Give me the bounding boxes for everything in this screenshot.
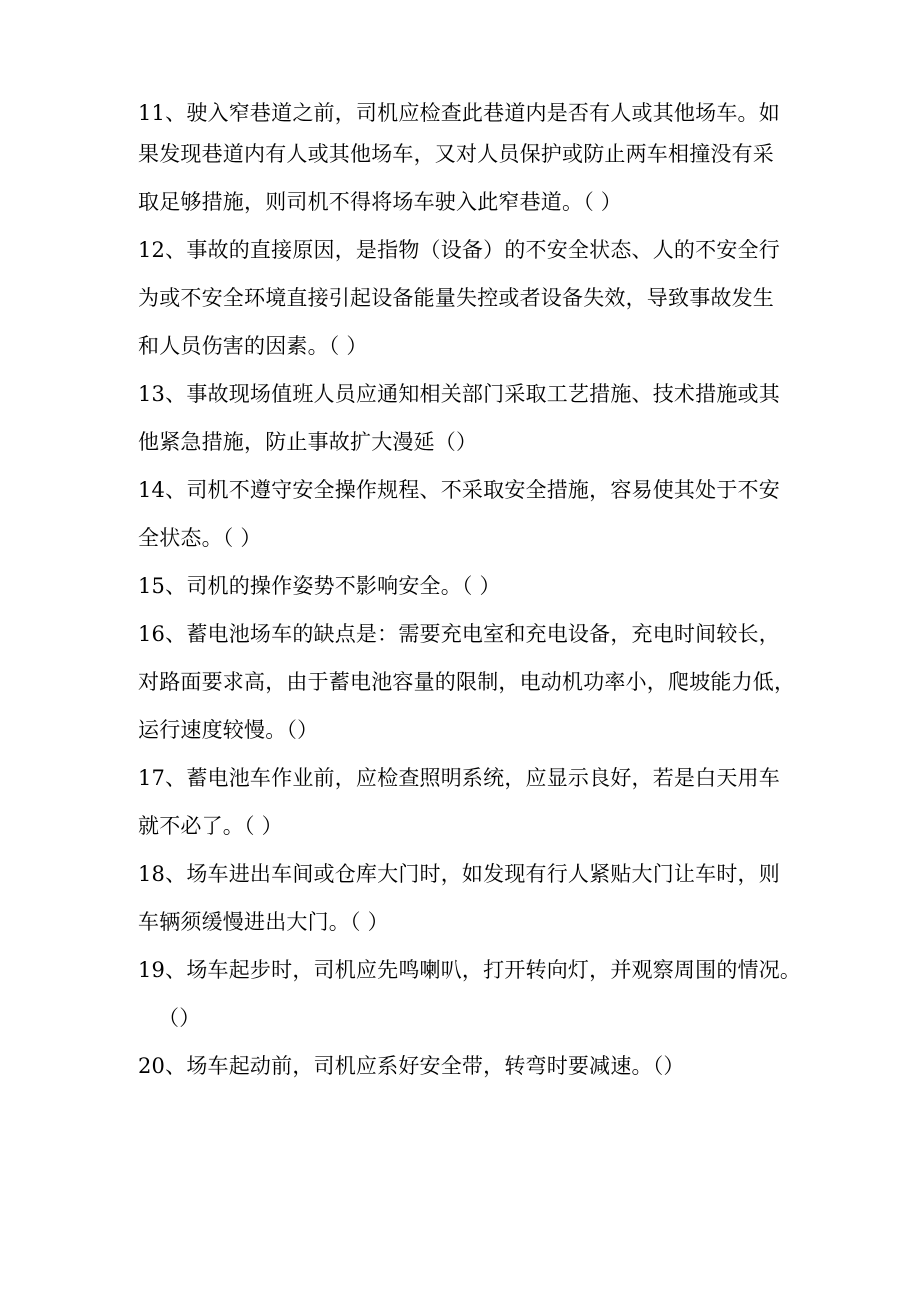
question-19-line-2: （） xyxy=(158,1006,201,1030)
question-17-line-1: 17、蓄电池车作业前，应检查照明系统，应显示良好，若是白天用车 xyxy=(138,766,780,790)
question-16-line-3: 运行速度较慢。（） xyxy=(138,718,319,742)
question-list xyxy=(138,96,802,1090)
question-11-line-1: 11、驶入窄巷道之前，司机应检查此巷道内是否有人或其他场车。如 xyxy=(138,101,780,125)
question-15-line-1: 15、司机的操作姿势不影响安全。（ ） xyxy=(138,574,501,598)
question-13-line-1: 13、事故现场值班人员应通知相关部门采取工艺措施、技术措施或其 xyxy=(138,382,780,406)
question-11-line-2: 果发现巷道内有人或其他场车，又对人员保护或防止两车相撞没有采 xyxy=(138,142,774,166)
question-18-line-1: 18、场车进出车间或仓库大门时，如发现有行人紧贴大门让车时，则 xyxy=(138,862,780,886)
question-12-line-3: 和人员伤害的因素。（ ） xyxy=(138,334,368,358)
question-11-line-3: 取足够措施，则司机不得将场车驶入此窄巷道。（ ） xyxy=(138,190,622,214)
question-17-line-2: 就不必了。（ ） xyxy=(138,814,283,838)
question-16-line-1: 16、蓄电池场车的缺点是：需要充电室和充电设备，充电时间较长， xyxy=(138,622,780,646)
question-12-line-1: 12、事故的直接原因，是指物（设备）的不安全状态、人的不安全行 xyxy=(138,238,780,262)
question-19-line-1: 19、场车起步时，司机应先鸣喇叭，打开转向灯，并观察周围的情况。 xyxy=(138,958,802,982)
question-12-line-2: 为或不安全环境直接引起设备能量失控或者设备失效，导致事故发生 xyxy=(138,286,774,310)
question-14-line-2: 全状态。（ ） xyxy=(138,526,262,550)
question-18-line-2: 车辆须缓慢进出大门。（ ） xyxy=(138,910,389,934)
question-13-line-2: 他紧急措施，防止事故扩大漫延（） xyxy=(138,430,478,454)
question-20-line-1: 20、场车起动前，司机应系好安全带，转弯时要减速。（） xyxy=(138,1054,685,1078)
question-16-line-2: 对路面要求高，由于蓄电池容量的限制，电动机功率小，爬坡能力低， xyxy=(138,670,796,694)
question-14-line-1: 14、司机不遵守安全操作规程、不采取安全措施，容易使其处于不安 xyxy=(138,478,780,502)
